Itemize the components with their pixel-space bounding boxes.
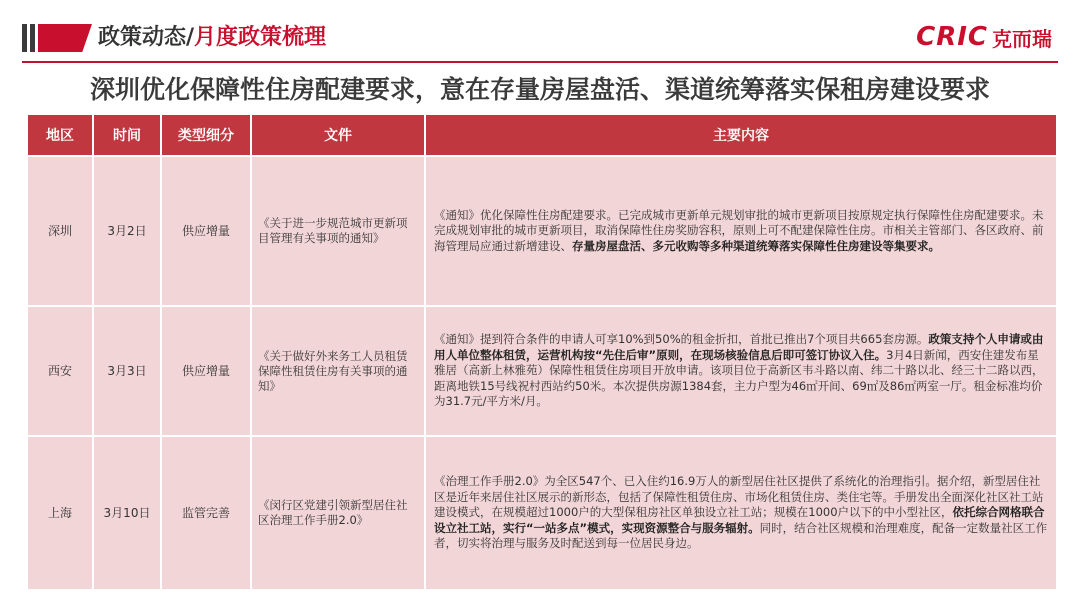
table-row [27,306,1057,436]
content-text-bold: 存量房屋盘活、多元收购等多种渠道统筹落实保障性住房建设等集要求。 [572,238,940,253]
cell-document: 《关于做好外来务工人员租赁保障性租赁住房有关事项的通知》 [251,306,425,436]
cell-content [425,436,1057,590]
logo-chinese-name: 克而瑞 [992,26,1052,51]
section-title-highlight: 月度政策梳理 [194,25,327,50]
cell-type: 监管完善 [161,436,251,590]
column-header-region: 地区 [27,114,93,156]
content-text-bold: 政策支持个人申请或由用人单位整体租赁，运营机构按“先住后审”原则，在现场核验信息后即可签订协议入住。 [434,332,1044,362]
header-accent-bars [22,24,92,52]
table-header-row [27,114,1057,156]
column-header-type: 类型细分 [161,114,251,156]
column-header-date: 时间 [93,114,161,156]
cell-content [425,306,1057,436]
cell-region: 深圳 [27,156,93,306]
cell-date: 3月10日 [93,436,161,590]
cell-document: 《关于进一步规范城市更新项目管理有关事项的通知》 [251,156,425,306]
cell-date: 3月3日 [93,306,161,436]
cell-type: 供应增量 [161,156,251,306]
accent-bar [30,24,35,52]
content-text: 《治理工作手册2.0》为全区547个、已入住约16.9万人的新型居住社区提供了系统化的治理指引。据介绍，新型居住社区是近年来居住社区展示的新形态，包括了保障性租赁住房、市场化租赁住房、类住宅等。手册发出全面深化社区社工站建设模式，在规模超过1000户的大型保租房社区单独设立社工站；规模在1000户以下的中小型社区， [434,474,1044,520]
content-text-bold: 依托综合网格联合设立社工站，实行“一站多点”模式，实现资源整合与服务辐射。 [434,505,1045,535]
cell-date: 3月2日 [93,156,161,306]
page-header [0,0,1080,78]
header-divider [22,61,1058,63]
cell-type: 供应增量 [161,306,251,436]
logo-mark: CRIC [916,22,988,52]
column-header-content: 主要内容 [425,114,1057,156]
content-text: 《通知》优化保障性住房配建要求。已完成城市更新单元规划审批的城市更新项目按原规定执行保障性住房配建要求。未完成规划审批的城市更新项目，取消保障性住房奖励容积，原则上可不配建保障性住房。市相关主管部门、各区政府、前海管理局应通过新增建设、 [434,207,1044,253]
cell-document: 《闵行区党建引领新型居住社区治理工作手册2.0》 [251,436,425,590]
cell-content [425,156,1057,306]
section-title-prefix: 政策动态/ [98,25,195,50]
content-text: 3月4日新闻，西安住建发布星雅居（高新上林雅苑）保障性租赁住房项目开放申请。该项目位于高新区韦斗路以南、纬二十路以北、经三十二路以西，距离地铁15号线祝村西站约50米。本次提供房源1384套，主力户型为46㎡开间、69㎡及86㎡两室一厅。租金标准均价为31.7元/平方米/月。 [434,347,1044,409]
cric-logo [916,22,1052,52]
policy-table [26,113,1058,591]
table-row [27,436,1057,590]
table-row [27,156,1057,306]
content-text: 同时，结合社区规模和治理难度，配备一定数量社区工作者，切实将治理与服务及时配送到每一位居民身边。 [434,520,1048,551]
column-header-document: 文件 [251,114,425,156]
cell-region: 上海 [27,436,93,590]
section-title [98,22,326,54]
accent-bar [22,24,27,52]
page-headline: 深圳优化保障性住房配建要求，意在存量房屋盘活、渠道统筹落实保租房建设要求 [89,75,990,104]
accent-block [38,24,92,52]
cell-region: 西安 [27,306,93,436]
content-text: 《通知》提到符合条件的申请人可享10%到50%的租金折扣，首批已推出7个项目共665套房源。 [434,332,929,347]
